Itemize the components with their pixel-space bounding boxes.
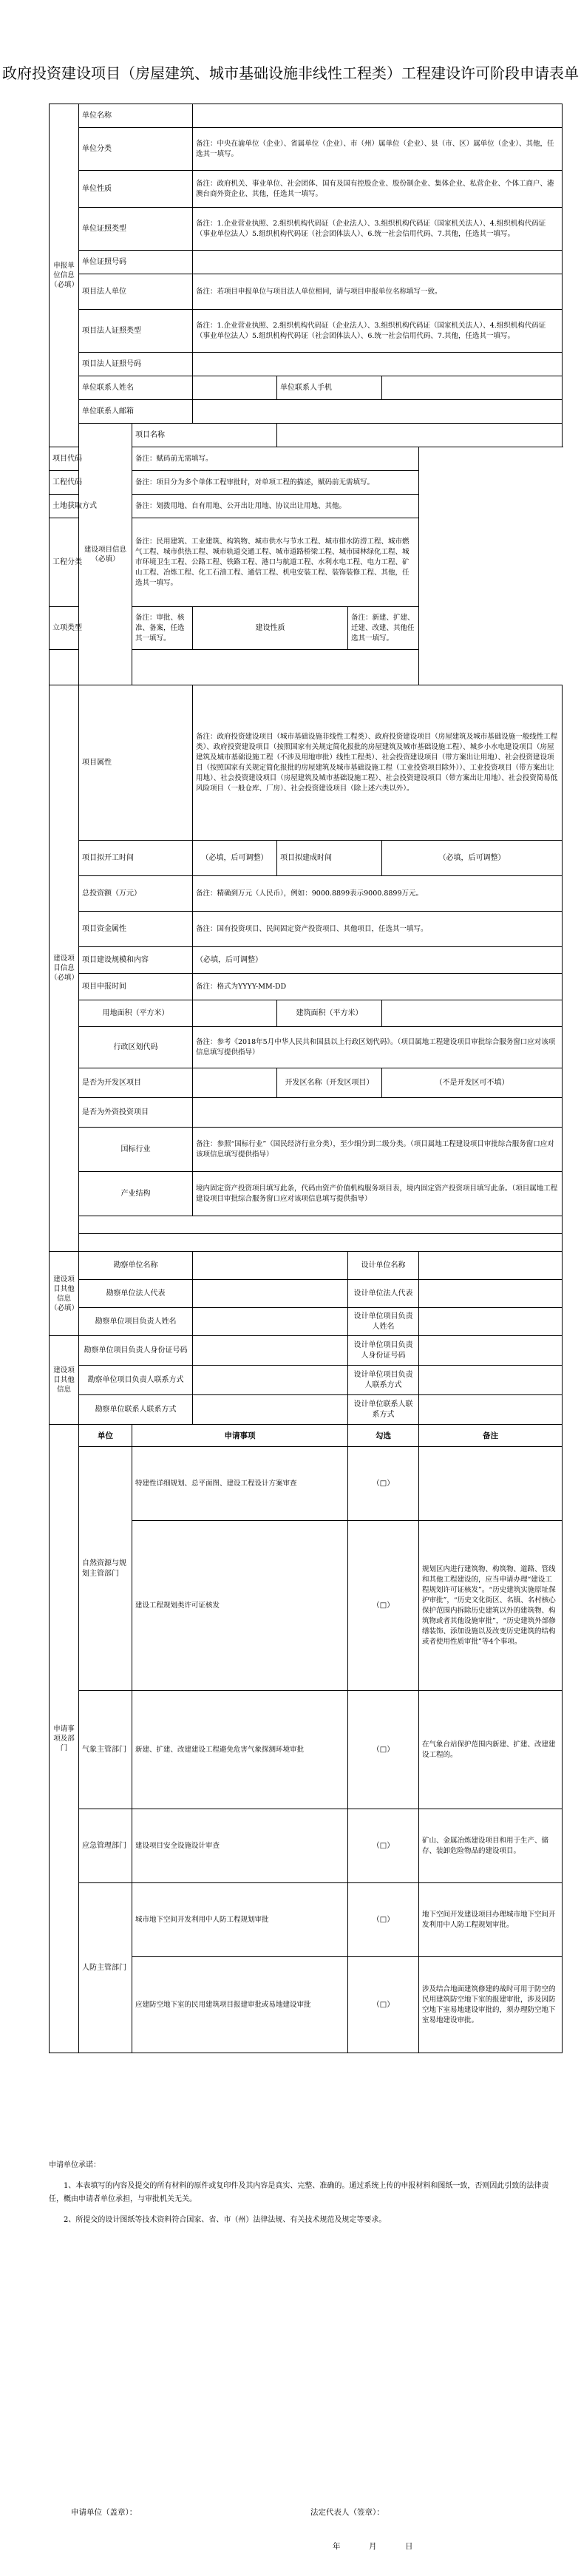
- form-row: [50, 841, 563, 876]
- field-label: 单位性质: [79, 171, 193, 208]
- form-row: [50, 424, 563, 447]
- form-row: [50, 1308, 563, 1336]
- field-label: 设计单位项目负责人姓名: [348, 1308, 419, 1336]
- apply-note: 在气象台站保护范围内新建、扩建、改建建设工程的。: [419, 1691, 563, 1809]
- field-label: 设计单位名称: [348, 1252, 419, 1280]
- contact-phone-input[interactable]: [382, 376, 563, 400]
- form-row: [50, 1366, 563, 1395]
- apply-checkbox[interactable]: （□）: [348, 1447, 419, 1521]
- apply-checkbox[interactable]: （□）: [348, 1521, 419, 1691]
- group-survey: 建设项目其他信息（必填）: [50, 1252, 79, 1336]
- apply-note: 地下空间开发建设项目办理城市地下空间开发利用中人防工程规划审批。: [419, 1883, 563, 1957]
- field-label: 项目拟建成时间: [277, 841, 382, 876]
- spacer-cell: [79, 1216, 563, 1234]
- apply-item: 应建防空地下室的民用建筑项目报建审批或易地建设审批: [132, 1957, 348, 2053]
- commitment-1: 1、本表填写的内容及提交的所有材料的原件或复印件及其内容是真实、完整、准确的。通过系统上传的申报材料和图纸一致，否则因此引致的法律责任，概由申请者单位承担，与审批机关无关。: [49, 2182, 549, 2203]
- form-row: [50, 912, 563, 947]
- field-label: 用地面积（平方米）: [79, 1000, 193, 1027]
- form-row: [50, 607, 563, 650]
- field-label: 项目法人证照号码: [79, 353, 193, 376]
- form-row: [50, 1395, 563, 1425]
- form-row: [50, 1172, 563, 1216]
- form-row: [50, 1068, 563, 1098]
- apply-item: 建设工程规划类许可证核发: [132, 1521, 348, 1691]
- apply-checkbox[interactable]: （□）: [348, 1957, 419, 2053]
- applicant-seal: 申请单位（盖章）：: [71, 2508, 137, 2517]
- apply-checkbox[interactable]: （□）: [348, 1691, 419, 1809]
- field-label: 项目资金属性: [79, 912, 193, 947]
- input-cell[interactable]: [193, 1336, 348, 1366]
- footer: [49, 2159, 562, 2234]
- field-note: 备注：精确到万元（人民币），例如：9000.8899表示9000.8899万元。: [193, 876, 563, 912]
- field-note: 备注：参照“国标行业”（国民经济行业分类），至少细分到二级分类。（项目属地工程建设项目审批综合服务窗口应对该项信息填写提供指导）: [193, 1128, 563, 1172]
- form-row: [50, 1809, 563, 1883]
- field-label: 单位联系人手机: [277, 376, 382, 400]
- sign-date: 年 月 日: [333, 2542, 424, 2551]
- form-row: [50, 1027, 563, 1068]
- scale-input[interactable]: （必填，后可调整）: [193, 947, 563, 974]
- apply-note: 涉及结合地面建筑修建的战时可用于防空的民用建筑防空地下室的报建审批，涉及因防空地下室易地建设审批的，须办理防空地下室易地建设审批。: [419, 1957, 563, 2053]
- field-label: 项目建设规模和内容: [79, 947, 193, 974]
- apply-item: 城市地下空间开发利用中人防工程规划审批: [132, 1883, 348, 1957]
- field-label: 设计单位联系人联系方式: [348, 1395, 419, 1425]
- form-row: [50, 1691, 563, 1809]
- form-row: [50, 1000, 563, 1027]
- form-row: [50, 1883, 563, 1957]
- form-row: [50, 876, 563, 912]
- field-note: 境内固定资产投资项目填写此条，代码由资产价值机构服务项目表，境内固定资产投资项目填写此条。（项目属地工程建设项目审批综合服务窗口应对该项信息填写提供指导）: [193, 1172, 563, 1216]
- field-label: 勘察单位联系人联系方式: [79, 1395, 193, 1425]
- apply-checkbox[interactable]: （□）: [348, 1883, 419, 1957]
- form-row: [50, 171, 563, 208]
- field-label: 行政区划代码: [79, 1027, 193, 1068]
- dept-name: 应急管理部门: [79, 1809, 132, 1883]
- field-value: 备注：1.企业营业执照、2.组织机构代码证（企业法人）、3.组织机构代码证（国家机关法人）、4.组织机构代码证（事业单位法人）5.组织机构代码证（社会团体法人）、6.统一社会信用代码、7.其他，任选其一填写。: [193, 310, 563, 353]
- plan-start-input[interactable]: （必填，后可调整）: [193, 841, 277, 876]
- input-cell[interactable]: [193, 1252, 348, 1280]
- commitment-heading: 申请单位承诺：: [49, 2161, 101, 2169]
- foreign-input[interactable]: [193, 1098, 563, 1128]
- form-row: [50, 685, 563, 841]
- form-row: [50, 495, 563, 518]
- field-label: 单位分类: [79, 128, 193, 171]
- field-label: 单位联系人姓名: [79, 376, 193, 400]
- field-note: 备注：国有投资项目、民间固定资产投资项目、其他项目，任选其一填写。: [193, 912, 563, 947]
- form-row: [50, 1336, 563, 1366]
- dept-name: 气象主管部门: [79, 1691, 132, 1809]
- land-area-input[interactable]: [193, 1000, 277, 1027]
- form-row: [50, 1098, 563, 1128]
- form-row: [50, 251, 563, 274]
- contact-email-input[interactable]: [193, 400, 563, 424]
- header-item: 申请事项: [132, 1425, 348, 1447]
- devzone-input[interactable]: [193, 1068, 277, 1098]
- field-label: 项目拟开工时间: [79, 841, 193, 876]
- field-note: 备注：参考《2018年5月中华人民共和国县以上行政区划代码》。（项目属地工程建设项目审批综合服务窗口应对该项信息填写提供指导）: [193, 1027, 563, 1068]
- input-cell[interactable]: [193, 1308, 348, 1336]
- form-row: [50, 974, 563, 1000]
- field-label: 总投资额（万元）: [79, 876, 193, 912]
- application-form: [49, 104, 562, 2053]
- field-note: 备注：民用建筑、工业建筑、构筑物、城市供水与节水工程、城市排水防涝工程、城市燃气工程、城市供热工程、城市轨道交通工程、城市道路桥梁工程、城市园林绿化工程、城市环境卫生工程、公路工程、铁路工程、港口与航道工程、水利水电工程、电力工程、矿山工程、冶炼工程、化工石油工程、通信工程、机电安装工程、装饰装修工程、其他，任选其一填写。: [132, 518, 419, 607]
- field-label: 项目属性: [79, 685, 193, 841]
- field-label: 建设性质: [193, 607, 348, 650]
- form-row: [50, 1128, 563, 1172]
- legal-signature: 法定代表人（签章）：: [310, 2508, 384, 2517]
- field-label: 建筑面积（平方米）: [277, 1000, 382, 1027]
- field-note: 备注：赋码前无需填写。: [132, 447, 419, 471]
- field-label: 设计单位法人代表: [348, 1280, 419, 1308]
- field-label: 开发区名称（开发区项目）: [277, 1068, 382, 1098]
- form-row: [50, 1252, 563, 1280]
- field-label: 单位名称: [79, 104, 193, 128]
- field-value: 备注：若项目申报单位与项目法人单位相同，请与项目申报单位名称填写一致。: [193, 274, 563, 310]
- apply-item: 新建、扩建、改建建设工程避免危害气象探测环境审批: [132, 1691, 348, 1809]
- field-note: 备注：项目分为多个单体工程审批时，对单项工程的描述，赋码前无需填写。: [132, 471, 419, 495]
- input-cell[interactable]: [193, 1395, 348, 1425]
- field-label: 单位证照号码: [79, 251, 193, 274]
- form-row: [50, 1234, 563, 1252]
- field-label: 勘察单位法人代表: [79, 1280, 193, 1308]
- form-row: [50, 471, 563, 495]
- form-row: [50, 1216, 563, 1234]
- field-label: 设计单位项目负责人身份证号码: [348, 1336, 419, 1366]
- contact-name-input[interactable]: [193, 376, 277, 400]
- form-row: [50, 208, 563, 251]
- input-cell[interactable]: [419, 1395, 563, 1425]
- apply-checkbox[interactable]: （□）: [348, 1809, 419, 1883]
- field-value: 备注：中央在渝单位（企业）、省属单位（企业）、市（州）属单位（企业）、县（市、区）属单位（企业）、其他，任选其一填写。: [193, 128, 563, 171]
- form-row: [50, 1280, 563, 1308]
- field-note: 备注：格式为YYYY-MM-DD: [193, 974, 563, 1000]
- apply-item: 建设项目安全设施设计审查: [132, 1809, 348, 1883]
- field-label: 单位联系人邮箱: [79, 400, 193, 424]
- group-project-details: 建设项目信息（必填）: [50, 685, 79, 1252]
- field-value: 备注：政府机关、事业单位、社会团体、国有及国有控股企业、股份制企业、集体企业、私营企业、个体工商户、港澳台商外资企业、其他，任选其一填写。: [193, 171, 563, 208]
- form-row: [50, 650, 563, 685]
- field-label: 是否为外资投资项目: [79, 1098, 193, 1128]
- input-cell[interactable]: [419, 1336, 563, 1366]
- dept-name: 自然资源与规划主管部门: [79, 1447, 132, 1691]
- field-label: 立项类型: [50, 607, 132, 650]
- field-label: 勘察单位名称: [79, 1252, 193, 1280]
- apply-note: [419, 1447, 563, 1521]
- field-label: 是否为开发区项目: [79, 1068, 193, 1098]
- field-label: 工程分类: [50, 518, 132, 607]
- form-row: [50, 310, 563, 353]
- header-note: 备注: [419, 1425, 563, 1447]
- group-unit: 申报单位信息（必填）: [50, 104, 79, 447]
- form-row: [50, 1447, 563, 1521]
- spacer-cell: [50, 650, 419, 685]
- form-row: [50, 400, 563, 424]
- page-title: 政府投资建设项目（房屋建筑、城市基础设施非线性工程类）工程建设许可阶段申请表单: [2, 64, 579, 82]
- field-value[interactable]: [193, 251, 563, 274]
- build-area-input[interactable]: [382, 1000, 563, 1027]
- field-label: 项目代码: [50, 447, 132, 471]
- form-row: [50, 274, 563, 310]
- group-apply: 申请事项及部门: [50, 1425, 79, 2053]
- project-name-input[interactable]: [277, 424, 563, 447]
- field-label: 工程代码: [50, 471, 132, 495]
- form-row: [50, 353, 563, 376]
- form-row: [50, 518, 563, 607]
- form-row: [50, 128, 563, 171]
- input-cell[interactable]: [419, 1366, 563, 1395]
- apply-item: 特建性详细规划、总平面图、建设工程设计方案审查: [132, 1447, 348, 1521]
- field-label: 产业结构: [79, 1172, 193, 1216]
- form-row: [50, 1425, 563, 1447]
- plan-end-input[interactable]: （必填，后可调整）: [382, 841, 563, 876]
- form-row: [50, 376, 563, 400]
- field-note: 备注：政府投资建设项目（城市基础设施非线性工程类）、政府投资建设项目（房屋建筑及城市基础设施一般线性工程类）、政府投资建设项目（按照国家有关规定简化报批的房屋建筑及城市基础设施工程）、城乡小水电建设项目（房屋建筑及城市基础设施工程（不涉及用地审批）线性工程类）、社会投资建设项目（带方案出让用地）、社会投资建设项目（按照国家有关规定简化报批的房屋建筑及城市基础设施工程（工业投资项目除外））、工业投资项目（带方案出让用地）、社会投资建设项目（房屋建筑及城市基础设施工程）、社会投资建设项目（带方案出让用地）、社会投资简易低风险项目（一般仓库、厂房）、社会投资建设项目（除上述六类以外）。: [193, 685, 563, 841]
- dept-name: 人防主管部门: [79, 1883, 132, 2053]
- input-cell[interactable]: [193, 1280, 348, 1308]
- field-label: 项目申报时间: [79, 974, 193, 1000]
- header-check: 勾选: [348, 1425, 419, 1447]
- field-value: 备注：1.企业营业执照、2.组织机构代码证（企业法人）、3.组织机构代码证（国家机关法人）、4.组织机构代码证（事业单位法人）5.组织机构代码证（社会团体法人）、6.统一社会信用代码、7.其他，任选其一填写。: [193, 208, 563, 251]
- form-row: [50, 104, 563, 128]
- form-row: [50, 447, 563, 471]
- field-label: 勘察单位项目负责人姓名: [79, 1308, 193, 1336]
- apply-note: 矿山、金属冶炼建设项目和用于生产、储存、装卸危险物品的建设项目。: [419, 1809, 563, 1883]
- input-cell[interactable]: [193, 1366, 348, 1395]
- field-label: 设计单位项目负责人联系方式: [348, 1366, 419, 1395]
- field-value[interactable]: [193, 353, 563, 376]
- group-project: 建设项目信息（必填）: [79, 424, 132, 685]
- input-cell[interactable]: [419, 1308, 563, 1336]
- apply-note: 规划区内进行建筑物、构筑物、道路、管线和其他工程建设的，应当申请办理“建设工程规划许可证核发”。“历史建筑实施原址保护审批”，“历史文化街区、名镇、名村核心保护范围内拆除历史建筑以外的建筑物、构筑物或者其他设施审批”，“历史建筑外部修缮装饰、添加设施以及改变历史建筑的结构或者使用性质审批”等4个事项。: [419, 1521, 563, 1691]
- field-note: 备注：新建、扩建、迁建、改建、其他任选其一填写。: [348, 607, 419, 650]
- field-label: 项目法人单位: [79, 274, 193, 310]
- form-row: [50, 947, 563, 974]
- devzone-name-input[interactable]: （不是开发区可不填）: [382, 1068, 563, 1098]
- input-cell[interactable]: [419, 1280, 563, 1308]
- commitment-2: 2、所提交的设计图纸等技术资料符合国家、省、市（州）法律法规、有关技术规范及规定等要求。: [64, 2216, 387, 2224]
- field-value[interactable]: [193, 104, 563, 128]
- field-label: 项目名称: [132, 424, 277, 447]
- field-note: 备注：审批、核准、备案，任选其一填写。: [132, 607, 193, 650]
- header-dept: 单位: [79, 1425, 132, 1447]
- field-note: 备注：划拨用地、自有用地、公开出让用地、协议出让用地、其他。: [132, 495, 419, 518]
- field-label: 勘察单位项目负责人联系方式: [79, 1366, 193, 1395]
- field-label: 土地获取方式: [50, 495, 132, 518]
- input-cell[interactable]: [419, 1252, 563, 1280]
- spacer-cell: [79, 1234, 563, 1252]
- form-table: [49, 104, 563, 2053]
- field-label: 项目法人证照类型: [79, 310, 193, 353]
- field-label: 国标行业: [79, 1128, 193, 1172]
- field-label: 勘察单位项目负责人身份证号码: [79, 1336, 193, 1366]
- field-label: 单位证照类型: [79, 208, 193, 251]
- group-survey2: 建设项目其他信息: [50, 1336, 79, 1425]
